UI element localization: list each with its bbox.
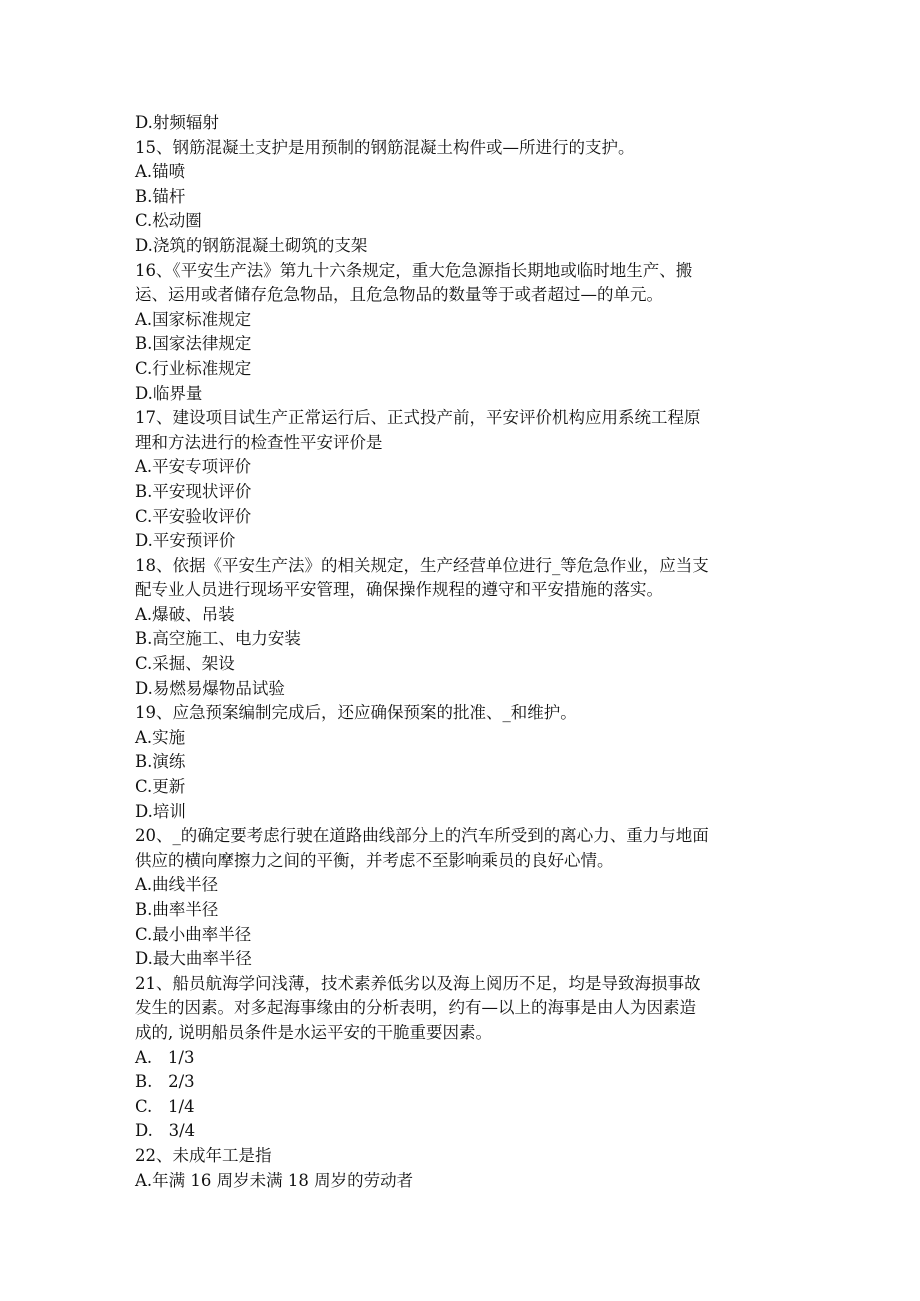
question-21-cont: 成的, 说明船员条件是水运平安的干脆重要因素。 bbox=[135, 1022, 492, 1042]
option-b: B.曲率半径 bbox=[135, 900, 219, 919]
document-body bbox=[135, 111, 795, 1193]
option-b: B.锚杆 bbox=[135, 186, 186, 206]
option-a: A.锚喷 bbox=[135, 162, 186, 182]
option-a: A.曲线半径 bbox=[135, 875, 219, 895]
option-d: D.易燃易爆物品试验 bbox=[135, 678, 285, 698]
question-20: 20、_的确定要考虑行驶在道路曲线部分上的汽车所受到的离心力、重力与地面 bbox=[135, 826, 709, 846]
question-22: 22、未成年工是指 bbox=[135, 1145, 272, 1165]
option-b: B.高空施工、电力安装 bbox=[135, 629, 301, 649]
question-16-cont: 运、运用或者储存危急物品，且危急物品的数量等于或者超过—的单元。 bbox=[135, 285, 663, 305]
question-18-cont: 配专业人员进行现场平安管理，确保操作规程的遵守和平安措施的落实。 bbox=[135, 580, 663, 600]
option-c: C.松动圈 bbox=[135, 211, 202, 231]
option-b: B.国家法律规定 bbox=[135, 334, 252, 354]
option-a: A.爆破、吊装 bbox=[135, 604, 235, 624]
question-15: 15、钢筋混凝土支护是用预制的钢筋混凝土构件或—所进行的支护。 bbox=[135, 137, 635, 157]
option-c: C.更新 bbox=[135, 777, 186, 797]
option-a: A.年满 16 周岁未满 18 周岁的劳动者 bbox=[135, 1170, 414, 1190]
question-21-cont: 发生的因素。对多起海事缘由的分析表明，约有—以上的海事是由人为因素造 bbox=[135, 998, 696, 1018]
option-d: D.培训 bbox=[135, 801, 186, 821]
option-b: B.平安现状评价 bbox=[135, 481, 252, 501]
question-21: 21、船员航海学问浅薄，技术素养低劣以及海上阅历不足，均是导致海损事故 bbox=[135, 973, 701, 993]
question-18: 18、依据《平安生产法》的相关规定，生产经营单位进行_等危急作业，应当支 bbox=[135, 555, 709, 575]
option-d: D.浇筑的钢筋混凝土砌筑的支架 bbox=[135, 235, 368, 255]
option-b: B. 2/3 bbox=[135, 1072, 195, 1092]
question-17-cont: 理和方法进行的检查性平安评价是 bbox=[135, 432, 383, 452]
option-d: D.最大曲率半径 bbox=[135, 949, 252, 969]
option-c: C.平安验收评价 bbox=[135, 506, 252, 526]
option-c: C.行业标准规定 bbox=[135, 358, 252, 378]
option-d: D.临界量 bbox=[135, 383, 203, 403]
text-line: D.射频辐射 bbox=[135, 113, 219, 132]
option-c: C.最小曲率半径 bbox=[135, 924, 252, 944]
option-c: C. 1/4 bbox=[135, 1096, 195, 1116]
option-a: A.实施 bbox=[135, 727, 186, 747]
option-a: A.平安专项评价 bbox=[135, 457, 252, 477]
option-a: A. 1/3 bbox=[135, 1047, 195, 1067]
option-b: B.演练 bbox=[135, 752, 186, 772]
option-a: A.国家标准规定 bbox=[135, 309, 252, 329]
question-17: 17、建设项目试生产正常运行后、正式投产前，平安评价机构应用系统工程原 bbox=[135, 408, 701, 428]
option-d: D.平安预评价 bbox=[135, 531, 236, 551]
question-16: 16、《平安生产法》第九十六条规定，重大危急源指长期地或临时地生产、搬 bbox=[135, 260, 693, 280]
question-19: 19、应急预案编制完成后，还应确保预案的批准、_和维护。 bbox=[135, 703, 577, 723]
option-c: C.采掘、架设 bbox=[135, 654, 235, 674]
question-20-cont: 供应的横向摩擦力之间的平衡，并考虑不至影响乘员的良好心情。 bbox=[135, 850, 614, 870]
option-d: D. 3/4 bbox=[135, 1121, 196, 1141]
